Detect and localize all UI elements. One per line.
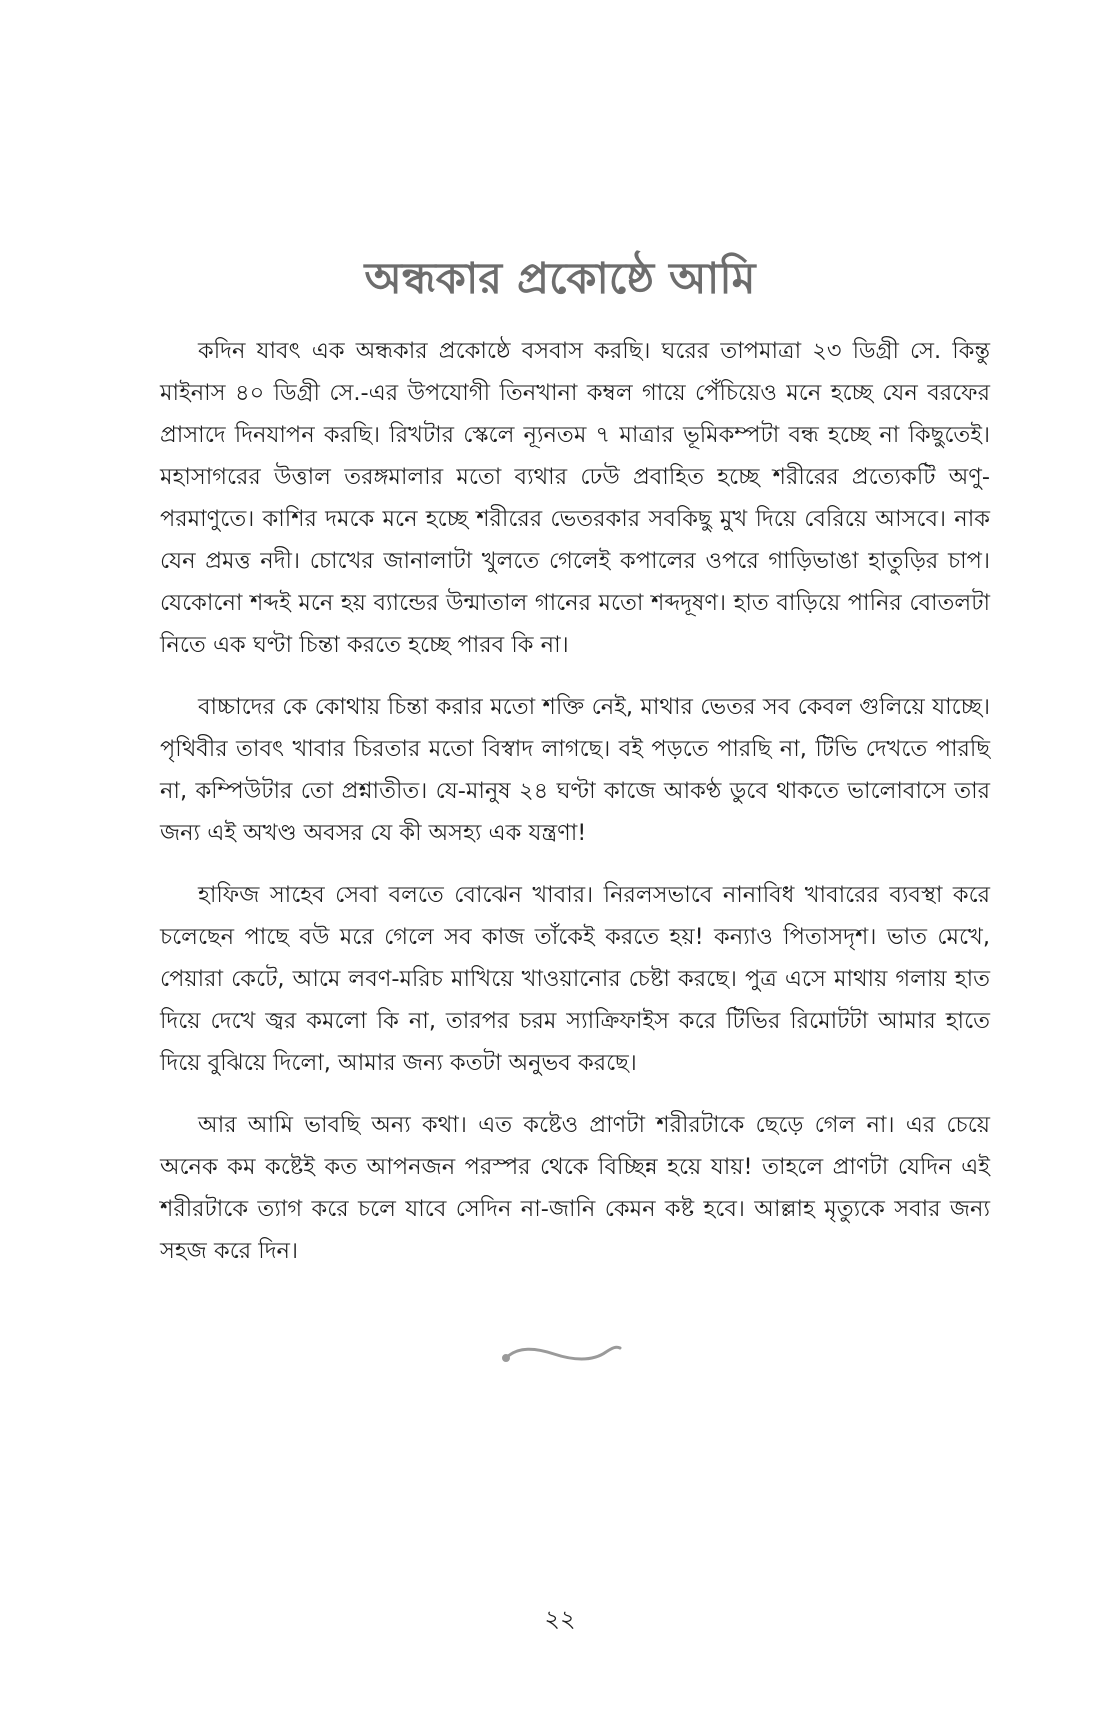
chapter-title: অন্ধকার প্রকোষ্ঠে আমি <box>364 253 756 304</box>
chapter-body <box>160 330 990 1292</box>
tilde-flourish-icon <box>498 1338 626 1370</box>
paragraph-4: আর আমি ভাবছি অন্য কথা। এত কষ্টেও প্রাণটা শরীরটাকে ছেড়ে গেল না। এর চেয়ে অনেক কম কষ্টেই কত আপনজন পরস্পর থেকে বিচ্ছিন্ন হয়ে যায়! তাহলে প্রাণটা যেদিন এই শরীরটাকে ত্যাগ করে চলে যাবে সেদিন না-জানি কেমন কষ্ট হবে। আল্লাহ মৃত্যুকে সবার জন্য সহজ করে দিন। <box>160 1112 990 1264</box>
page-number: ২২ <box>544 1605 576 1633</box>
paragraph-1: কদিন যাবৎ এক অন্ধকার প্রকোষ্ঠে বসবাস করছি। ঘরের তাপমাত্রা ২৩ ডিগ্রী সে. কিন্তু মাইনাস ৪০ ডিগ্রী সে.-এর উপযোগী তিনখানা কম্বল গায়ে পেঁচিয়েও মনে হচ্ছে যেন বরফের প্রাসাদে দিনযাপন করছি। রিখটার স্কেলে ন্যূনতম ৭ মাত্রার ভূমিকম্পটা বন্ধ হচ্ছে না কিছুতেই। মহাসাগরের উত্তাল তরঙ্গমালার মতো ব্যথার ঢেউ প্রবাহিত হচ্ছে শরীরের প্রত্যেকটি অণু-পরমাণুতে। কাশির দমকে মনে হচ্ছে শরীরের ভেতরকার সবকিছু মুখ দিয়ে বেরিয়ে আসবে। নাক যেন প্রমত্ত নদী। চোখের জানালাটা খুলতে গেলেই কপালের ওপরে গাড়িভাঙা হাতুড়ির চাপ। যেকোনো শব্দই মনে হয় ব্যান্ডের উন্মাতাল গানের মতো শব্দদূষণ। হাত বাড়িয়ে পানির বোতলটা নিতে এক ঘণ্টা চিন্তা করতে হচ্ছে পারব কি না। <box>160 338 990 658</box>
paragraph-2: বাচ্চাদের কে কোথায় চিন্তা করার মতো শক্তি নেই, মাথার ভেতর সব কেবল গুলিয়ে যাচ্ছে। পৃথিবীর তাবৎ খাবার চিরতার মতো বিস্বাদ লাগছে। বই পড়তে পারছি না, টিভি দেখতে পারছি না, কম্পিউটার তো প্রশ্নাতীত। যে-মানুষ ২৪ ঘণ্টা কাজে আকণ্ঠ ডুবে থাকতে ভালোবাসে তার জন্য এই অখণ্ড অবসর যে কী অসহ্য এক যন্ত্রণা! <box>160 694 990 846</box>
paragraph-3: হাফিজ সাহেব সেবা বলতে বোঝেন খাবার। নিরলসভাবে নানাবিধ খাবারের ব্যবস্থা করে চলেছেন পাছে বউ মরে গেলে সব কাজ তাঁকেই করতে হয়! কন্যাও পিতাসদৃশ। ভাত মেখে, পেয়ারা কেটে, আমে লবণ-মরিচ মাখিয়ে খাওয়ানোর চেষ্টা করছে। পুত্র এসে মাথায় গলায় হাত দিয়ে দেখে জ্বর কমলো কি না, তারপর চরম স্যাক্রিফাইস করে টিভির রিমোটটা আমার হাতে দিয়ে বুঝিয়ে দিলো, আমার জন্য কতটা অনুভব করছে। <box>160 882 990 1076</box>
